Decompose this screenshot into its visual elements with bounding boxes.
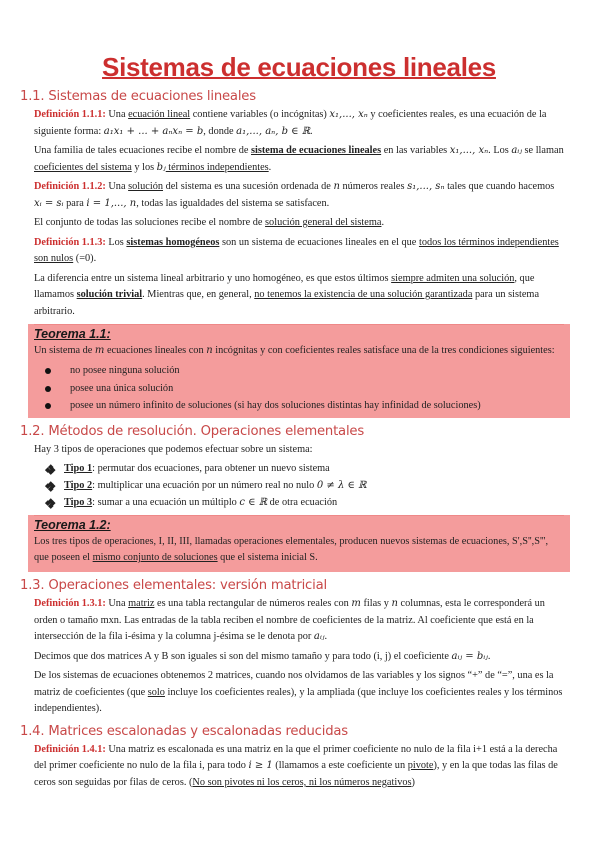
term-solucion-general: solución general del sistema <box>265 217 382 228</box>
term-coeficientes: coeficientes del sistema <box>34 161 132 173</box>
term-solucion: solución <box>128 181 164 192</box>
diamond-bullet-icon <box>46 465 55 474</box>
definition-1-3-1 <box>34 596 564 646</box>
term-sistemas-homogeneos: sistemas homogéneos <box>126 236 220 248</box>
math-variables: x₁,..., xₙ <box>449 145 489 156</box>
text: El conjunto de todas las soluciones recibe el nombre de <box>34 217 266 228</box>
section-heading: 1.1. Sistemas de ecuaciones lineales <box>20 89 256 104</box>
text: ) <box>411 776 415 788</box>
text: La diferencia entre un sistema lineal arbitrario y uno homogéneo, es que estos últimos <box>34 272 392 284</box>
text: Una <box>105 109 129 120</box>
diamond-bullet-icon <box>46 499 55 508</box>
term-sistema-ecuaciones: sistema de ecuaciones lineales <box>251 145 382 156</box>
text: de otra ecuación <box>267 496 338 508</box>
definition-1-1-3 <box>34 235 564 268</box>
text: filas y <box>360 598 392 610</box>
math-lambda: 0 ≠ λ ∈ ℝ <box>316 479 367 491</box>
math-n: n <box>391 598 398 610</box>
text: es una tabla rectangular de números reales con <box>154 598 352 610</box>
text: : permutar dos ecuaciones, para obtener un nuevo sistema <box>92 463 330 474</box>
math-c: c ∈ ℝ <box>239 496 268 508</box>
math-range: i = 1,..., n <box>86 197 137 209</box>
definition-label: Definición 1.1.2: <box>34 181 106 192</box>
term-nulos: todos los términos independientes son nulos <box>34 236 559 264</box>
math-aij: aᵢⱼ <box>511 145 522 156</box>
math-equation: a₁x₁ + ... + aₙxₙ = b <box>103 125 204 137</box>
text: Una <box>105 598 129 610</box>
text: , todas las igualdades del sistema se satisfacen. <box>136 197 330 209</box>
text: del sistema es una sucesión ordenada de <box>163 181 334 192</box>
text: Los tres tipos de operaciones, I, II, III, llamadas operaciones elementales, producen nuevos sistemas de ecuaciones, S',S'',S''', que poseen el <box>34 536 549 564</box>
math-s: s₁,..., sₙ <box>407 181 445 192</box>
text: . <box>487 650 491 662</box>
text: se llaman <box>521 145 564 156</box>
definition-1-1-1 <box>34 107 564 140</box>
text: y coeficientes reales, es una ecuación de la siguiente forma: <box>34 109 547 137</box>
text: . <box>324 631 328 643</box>
section-1-1 <box>20 89 564 418</box>
text: : sumar a una ecuación un múltiplo <box>92 496 240 508</box>
definition-label: Definición 1.1.1: <box>34 109 106 120</box>
math-aij: aᵢⱼ <box>313 631 325 643</box>
term-no-pivotes: No son pivotes ni los ceros, ni los números negativos <box>192 776 412 788</box>
text: en las variables <box>381 145 450 156</box>
theorem-1-1-box <box>28 324 570 418</box>
definition-label: Definición 1.1.3: <box>34 236 106 248</box>
theorem-statement <box>34 534 564 566</box>
text: , donde <box>203 125 237 137</box>
definition-label: Definición 1.3.1: <box>34 598 106 610</box>
paragraph-conjunto <box>34 215 564 232</box>
theorem-statement <box>34 343 564 359</box>
text: . Los <box>488 145 512 156</box>
term-pivote: pivote <box>407 760 434 772</box>
theorem-title: Teorema 1.2: <box>34 515 564 534</box>
paragraph-matrices <box>34 668 564 718</box>
text: Decimos que dos matrices A y B son iguales si son del mismo tamaño y para todo (i, j) el coeficiente <box>34 650 452 662</box>
list-item: no posee ninguna solución <box>34 362 564 380</box>
text: (=0). <box>73 253 97 264</box>
math-assign: xᵢ = sᵢ <box>34 197 64 209</box>
text: De los sistemas de ecuaciones obtenemos 2 matrices, cuando nos olvidamos de las variables y los signos “+” de “=”, una es la matriz de coeficientes (que <box>34 670 554 698</box>
text: números reales <box>339 181 408 192</box>
definition-1-4-1 <box>34 742 564 792</box>
text: Un sistema de <box>34 345 95 356</box>
math-i-ge-1: i ≥ 1 <box>248 760 273 772</box>
term-mismo-conjunto: mismo conjunto de soluciones <box>92 552 218 564</box>
paragraph-diferencia <box>34 271 564 321</box>
math-m: m <box>351 598 361 610</box>
term-admiten-solucion: siempre admiten una solución <box>391 272 515 284</box>
list-item <box>34 461 564 478</box>
text: (llamamos a este coeficiente un <box>272 760 408 772</box>
type-label: Tipo 3 <box>64 496 93 508</box>
theorem-title: Teorema 1.1: <box>34 324 564 343</box>
term-solucion-trivial: solución trivial <box>76 289 143 300</box>
paragraph-intro: Hay 3 tipos de operaciones que podemos efectuar sobre un sistema: <box>34 443 313 455</box>
section-1-3 <box>20 578 564 718</box>
text: Una <box>105 181 129 192</box>
text: tales que cuando hacemos <box>444 181 555 192</box>
list-item: posee un número infinito de soluciones (si hay dos soluciones distintas hay infinidad de soluciones) <box>34 397 564 415</box>
definition-1-1-2 <box>34 179 564 212</box>
text: Una matriz es escalonada es una matriz en la que el primer coeficiente no nulo de la fila i+1 está a la derecha del primer coeficiente no nulo de la fila i, para todo <box>34 743 558 772</box>
text: ecuaciones lineales con <box>104 345 207 356</box>
text: son un sistema de ecuaciones lineales en el que <box>219 236 419 248</box>
term-independientes: términos independientes <box>165 161 269 173</box>
math-variables: x₁,..., xₙ <box>329 109 368 120</box>
operation-types-list <box>34 461 564 511</box>
math-equality: aᵢⱼ = bᵢⱼ <box>451 650 488 662</box>
math-n: n <box>206 345 213 356</box>
term-ecuacion-lineal: ecuación lineal <box>128 109 191 120</box>
term-no-garantizada: no tenemos la existencia de una solución garantizada <box>254 289 473 300</box>
list-item <box>34 495 564 512</box>
paragraph-familia <box>34 143 564 176</box>
term-matriz: matriz <box>128 598 155 610</box>
section-heading: 1.4. Matrices escalonadas y escalonadas reducidas <box>20 723 348 739</box>
theorem-1-2-box <box>28 515 570 572</box>
list-item: posee una única solución <box>34 380 564 398</box>
document-title: Sistemas de ecuaciones lineales <box>102 52 496 82</box>
text: para un sistema arbitrario. <box>34 289 540 317</box>
section-heading: 1.3. Operaciones elementales: versión matricial <box>20 578 327 594</box>
text: : multiplicar una ecuación por un número real no nulo <box>92 479 317 491</box>
type-label: Tipo 1 <box>64 463 93 474</box>
text: Una familia de tales ecuaciones recibe el nombre de <box>34 145 251 156</box>
text: Los <box>105 236 127 248</box>
paragraph-igualdad <box>34 649 564 666</box>
text: . <box>268 161 272 173</box>
math-coefficients: a₁,..., aₙ, b ∈ ℝ <box>236 125 311 137</box>
term-solo: solo <box>147 686 165 698</box>
text: . <box>310 125 313 137</box>
text: ), y en la que todas las filas de ceros son seguidas por filas de ceros. ( <box>34 760 558 788</box>
text: columnas, esta le corresponderá un orden o tamaño mxn. Las entradas de la tabla reciben el nombre de coeficientes de la matriz. Al coeficiente que está en la intersección de la fila i-ésima y la columna j-ésima se le denota por <box>34 598 545 643</box>
section-1-2 <box>20 423 564 573</box>
definition-label: Definición 1.4.1: <box>34 743 106 755</box>
diamond-bullet-icon <box>46 482 55 491</box>
math-n: n <box>333 181 340 192</box>
text: y los <box>131 161 157 173</box>
math-m: m <box>94 345 105 356</box>
text: . Mientras que, en general, <box>142 289 255 300</box>
type-label: Tipo 2 <box>64 479 93 491</box>
section-heading: 1.2. Métodos de resolución. Operaciones elementales <box>20 423 364 439</box>
text: contiene variables (o incógnitas) <box>190 109 330 120</box>
text: para <box>63 197 87 209</box>
text: que el sistema inicial S. <box>217 552 318 564</box>
math-bj: bⱼ <box>156 161 166 173</box>
section-1-4 <box>20 723 564 792</box>
list-item <box>34 478 564 495</box>
text: . <box>381 217 385 228</box>
text: incluye los coeficientes reales), y la ampliada (que incluye los coeficientes reales y los términos independientes). <box>34 686 563 715</box>
text: incógnitas y con coeficientes reales satisface una de la tres condiciones siguientes: <box>212 345 555 356</box>
text: , que llamamos <box>34 272 535 300</box>
theorem-conditions-list <box>34 362 564 415</box>
